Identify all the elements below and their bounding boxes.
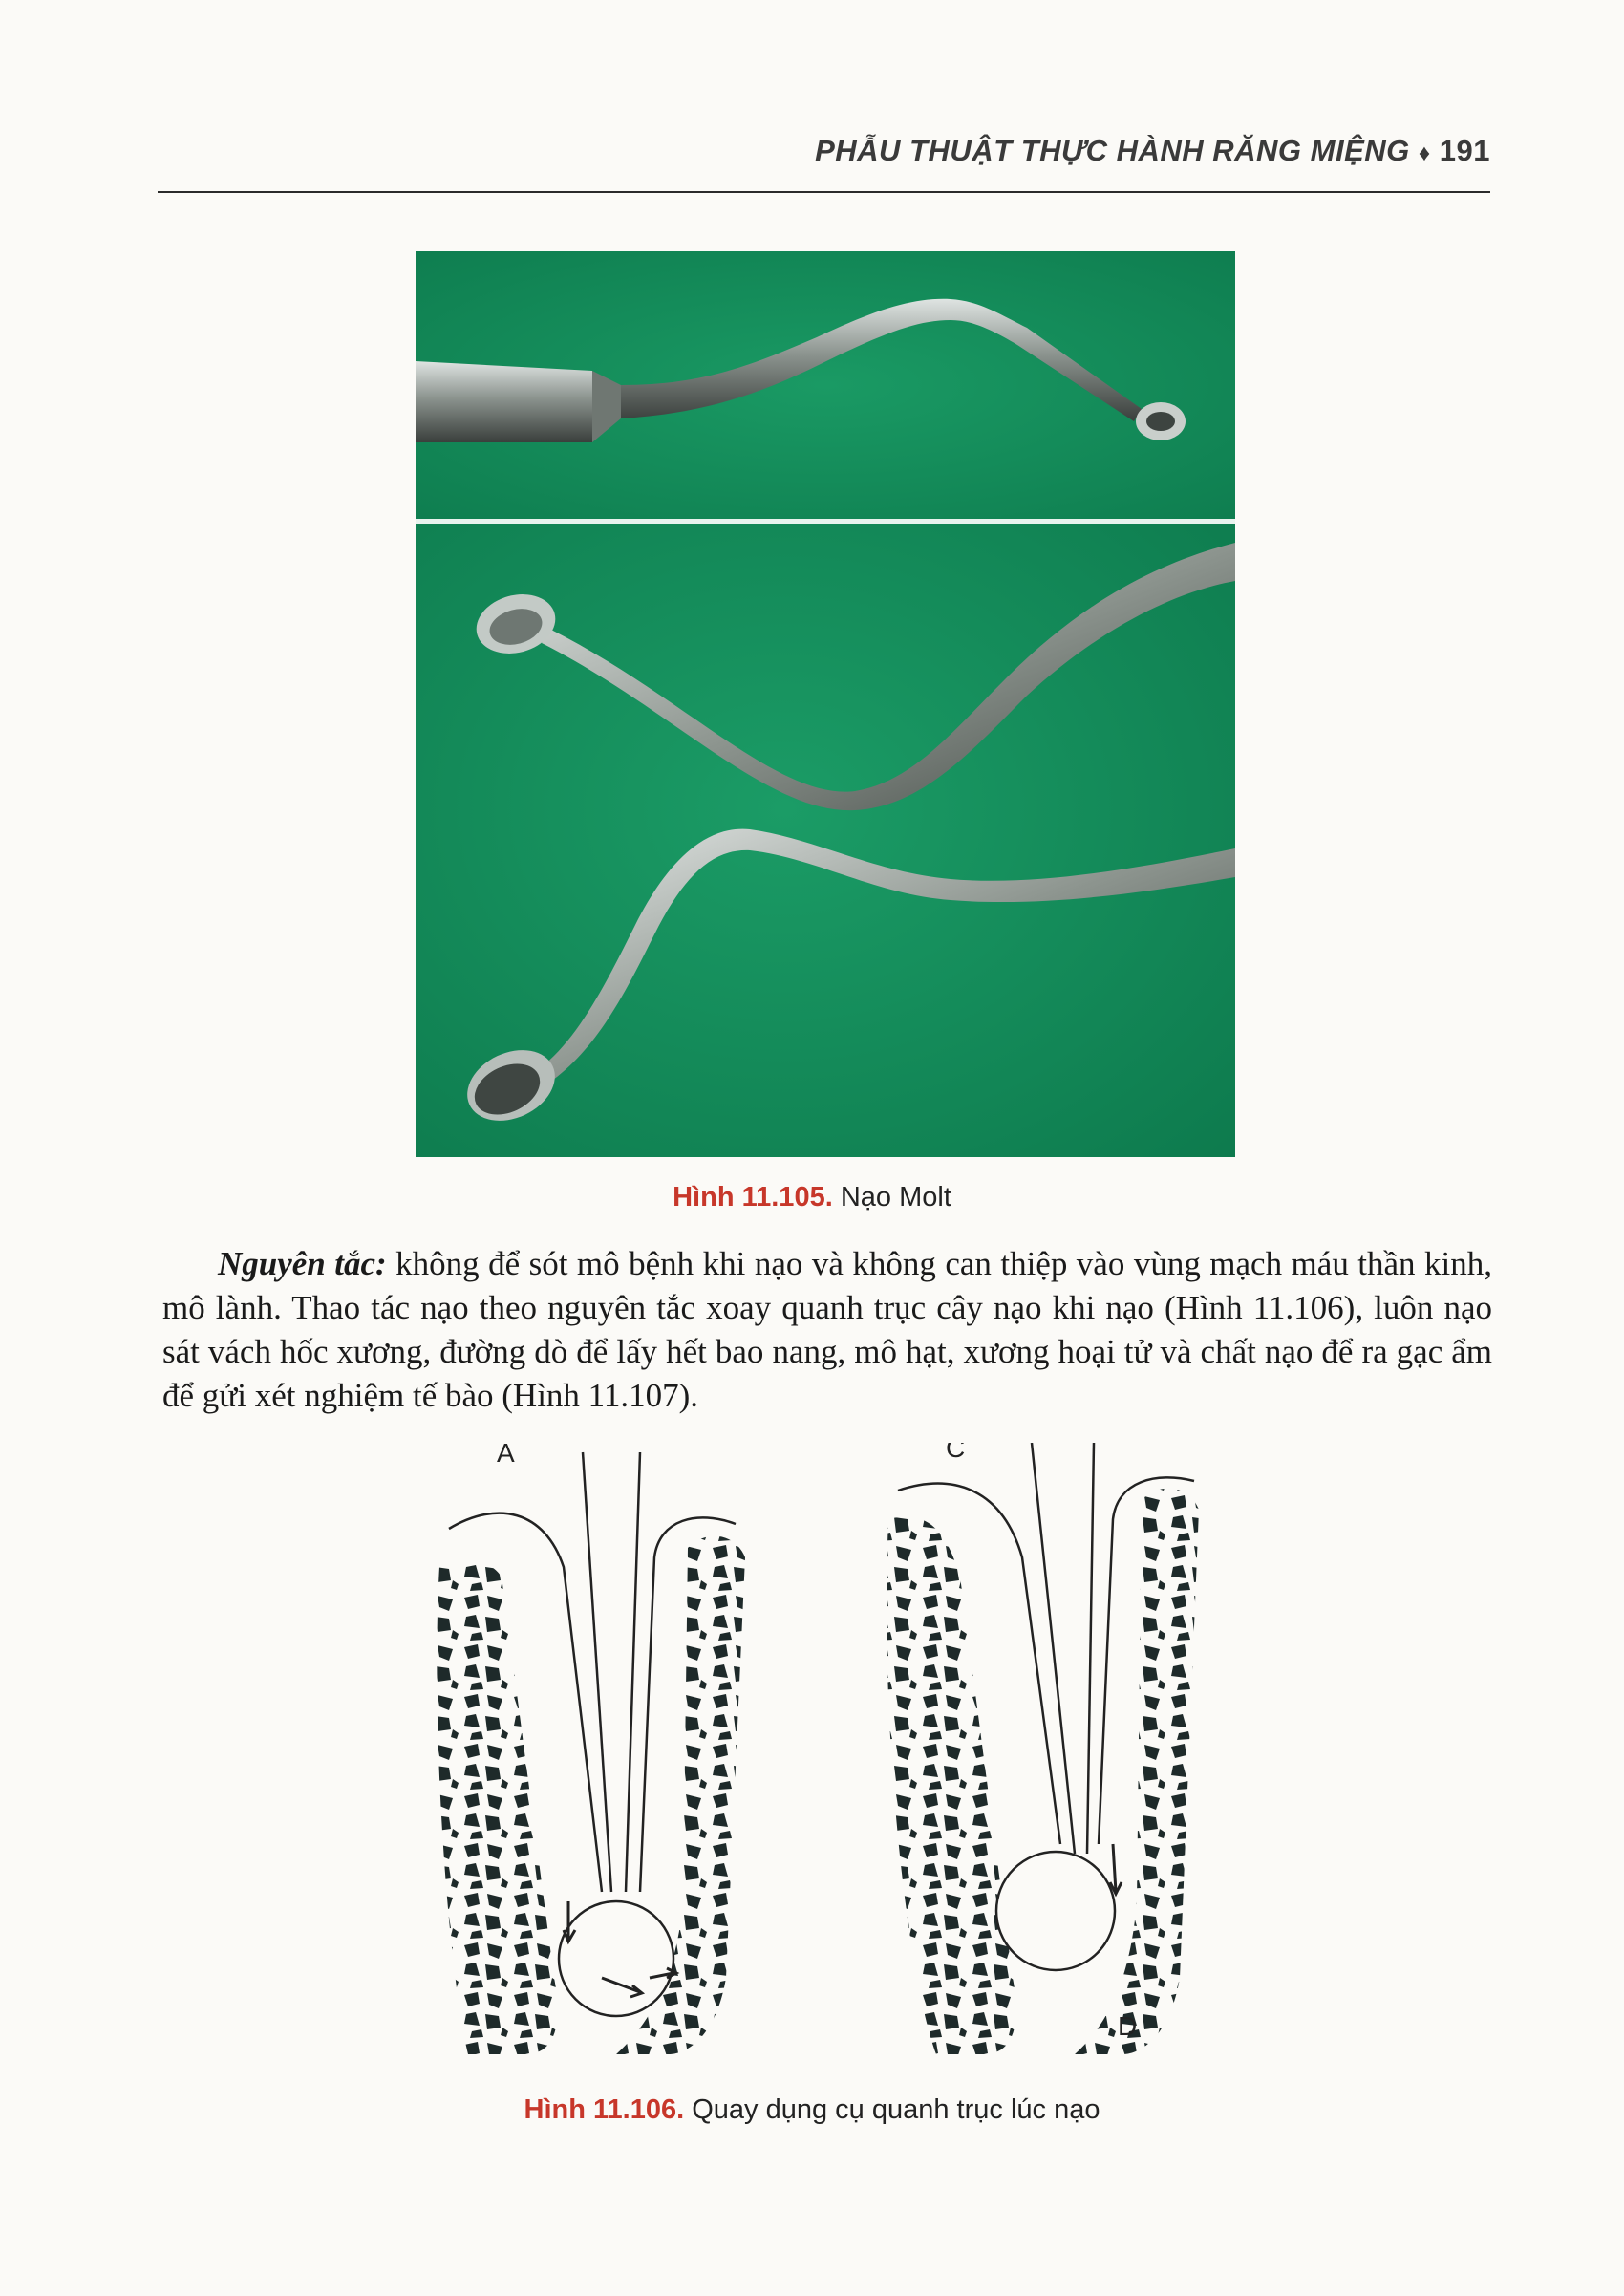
page-number: 191 bbox=[1439, 134, 1490, 167]
panel-label-d: D bbox=[1118, 2011, 1138, 2041]
figure-caption-text: Nạo Molt bbox=[840, 1182, 951, 1212]
figure-caption-text: Quay dụng cụ quanh trục lúc nạo bbox=[692, 2094, 1100, 2125]
figure-caption-11-106 bbox=[0, 2094, 1624, 2126]
photo-molt-curette-bottom bbox=[416, 524, 1235, 1157]
figure-caption-11-105 bbox=[0, 1182, 1624, 1213]
figure-label: Hình 11.106. bbox=[524, 2094, 685, 2125]
figure-11-106-drawing bbox=[411, 1443, 1251, 2073]
principle-paragraph bbox=[162, 1242, 1492, 1418]
drawing-left bbox=[437, 1443, 745, 2054]
drawing-right bbox=[887, 1443, 1199, 2054]
header-separator: ♦ bbox=[1418, 140, 1431, 166]
photo-molt-curette-top bbox=[416, 251, 1235, 519]
panel-label-c: C bbox=[946, 1443, 966, 1463]
panel-label-a: A bbox=[497, 1443, 515, 1468]
figure-label: Hình 11.105. bbox=[673, 1182, 833, 1212]
paragraph-lead: Nguyên tắc: bbox=[218, 1245, 387, 1282]
paragraph-text: không để sót mô bệnh khi nạo và không can thiệp vào vùng mạch máu thần kinh, mô lành. Thao tác nạo theo nguyên tắc xoay quanh trục cây nạo khi nạo (Hình 11.106), luôn nạo sát vách hốc xương, đường dò để lấy hết bao nang, mô hạt, xương hoại tử và chất nạo để ra gạc ẩm để gửi xét nghiệm tế bào (Hình 11.107). bbox=[162, 1245, 1492, 1414]
header-title bbox=[815, 134, 1490, 168]
header-running-title: PHẪU THUẬT THỰC HÀNH RĂNG MIỆNG bbox=[815, 134, 1410, 167]
running-header bbox=[158, 134, 1490, 193]
